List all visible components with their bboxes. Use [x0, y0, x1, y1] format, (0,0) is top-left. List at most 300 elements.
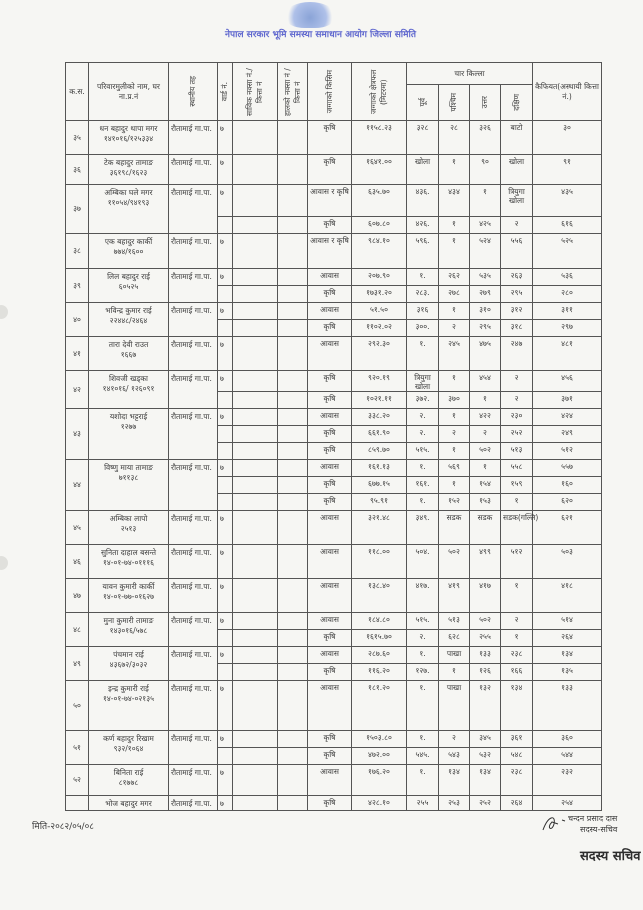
sabik-map-kitta — [233, 303, 278, 320]
current-map-kitta — [278, 796, 308, 811]
serial-number: ४७ — [66, 579, 89, 613]
land-use: कृषि — [308, 443, 352, 460]
boundary-west: ५१३ — [439, 613, 470, 630]
boundary-north: १३३ — [470, 647, 501, 664]
land-use: कृषि — [308, 121, 352, 155]
family-head — [89, 121, 169, 155]
boundary-east: १. — [407, 337, 439, 371]
land-use: कृषि — [308, 664, 352, 681]
boundary-west: ५४३ — [439, 748, 470, 765]
ward-number: ७ — [218, 409, 233, 426]
current-map-kitta — [278, 579, 308, 613]
ward-number: ७ — [218, 155, 233, 185]
boundary-east: २. — [407, 630, 439, 647]
local-body: रौतामाई गा.पा. — [169, 371, 218, 409]
remark-kitta: १६० — [533, 477, 602, 494]
boundary-east: १६१. — [407, 477, 439, 494]
family-head — [89, 337, 169, 371]
family-head — [89, 269, 169, 303]
serial-number: ५१ — [66, 731, 89, 765]
boundary-north: ९० — [470, 155, 501, 185]
ward-number: ७ — [218, 269, 233, 286]
sabik-map-kitta — [233, 269, 278, 286]
household-id: ११०५४/९४१९३ — [107, 198, 150, 207]
ward-number: ७ — [218, 681, 233, 731]
land-use: कृषि — [308, 320, 352, 337]
sabik-map-kitta — [233, 409, 278, 426]
household-id: ४३६७२/३०३२ — [109, 660, 148, 669]
remark-kitta: ५२५ — [533, 234, 602, 269]
family-head — [89, 409, 169, 460]
boundary-east: ५०४. — [407, 545, 439, 579]
header-sn: क.स. — [66, 63, 89, 121]
remark-kitta: १३५ — [533, 664, 602, 681]
land-use: कृषि — [308, 731, 352, 748]
boundary-north: १ — [470, 185, 501, 217]
document-date: मिति-२०८२/०५/०८ — [32, 822, 94, 832]
boundary-north: १५३ — [470, 494, 501, 511]
sabik-map-kitta — [233, 443, 278, 460]
sabik-map-kitta — [233, 664, 278, 681]
land-area: ५१.५० — [352, 303, 407, 320]
land-area: ३३८.२० — [352, 409, 407, 426]
remark-kitta: ४१८ — [533, 579, 602, 613]
boundary-east: १. — [407, 681, 439, 731]
sabik-map-kitta — [233, 185, 278, 217]
table-row — [66, 579, 602, 613]
land-use: कृषि — [308, 494, 352, 511]
boundary-south: १६६ — [501, 664, 533, 681]
boundary-west: पाखा — [439, 681, 470, 731]
remark-kitta: ६२० — [533, 494, 602, 511]
remark-kitta: २८० — [533, 286, 602, 303]
boundary-west: २५३ — [439, 796, 470, 811]
current-map-kitta — [278, 545, 308, 579]
boundary-south: ५५८ — [501, 460, 533, 477]
boundary-west: २४५ — [439, 337, 470, 371]
boundary-east: ४२६. — [407, 217, 439, 234]
land-use: आवास — [308, 765, 352, 796]
sabik-map-kitta — [233, 371, 278, 392]
current-map-kitta — [278, 286, 308, 303]
table-row — [66, 796, 602, 811]
serial-number: ५२ — [66, 765, 89, 796]
ward-number: ७ — [218, 613, 233, 630]
family-head — [89, 303, 169, 337]
family-head-name: बिनिता राई — [113, 768, 144, 777]
current-map-kitta — [278, 155, 308, 185]
serial-number: ४४ — [66, 460, 89, 511]
current-map-kitta — [278, 681, 308, 731]
land-use: कृषि — [308, 477, 352, 494]
ward-number: ७ — [218, 371, 233, 392]
current-map-kitta — [278, 392, 308, 409]
sabik-map-kitta — [233, 234, 278, 269]
current-map-kitta — [278, 748, 308, 765]
ward-number: ७ — [218, 337, 233, 371]
household-id: ८१७७८ — [118, 778, 139, 787]
local-body: रौतामाई गा.पा. — [169, 337, 218, 371]
land-use: आवास — [308, 681, 352, 731]
boundary-west: १ — [439, 234, 470, 269]
current-map-kitta — [278, 511, 308, 545]
boundary-west: १ — [439, 303, 470, 320]
serial-number: ३७ — [66, 185, 89, 234]
boundary-west: ४३४ — [439, 185, 470, 217]
header-use: जग्गाको किसिम — [308, 63, 352, 121]
ward-number-empty — [218, 477, 233, 494]
boundary-north: ५२४ — [470, 234, 501, 269]
current-map-kitta — [278, 460, 308, 477]
serial-number: ३९ — [66, 269, 89, 303]
remark-kitta: ५०३ — [533, 545, 602, 579]
remark-kitta: २३२ — [533, 765, 602, 796]
boundary-south: ५१३ — [501, 443, 533, 460]
ward-number: ७ — [218, 185, 233, 217]
boundary-north: २५५ — [470, 630, 501, 647]
remark-kitta: ४५६ — [533, 371, 602, 392]
ward-number-empty — [218, 217, 233, 234]
boundary-north: ३४५ — [470, 731, 501, 748]
land-use: आवास — [308, 269, 352, 286]
ward-number-empty — [218, 664, 233, 681]
boundary-west: ५६९ — [439, 460, 470, 477]
land-use: आवास — [308, 303, 352, 320]
land-use: कृषि — [308, 392, 352, 409]
boundary-south: ५४८ — [501, 748, 533, 765]
current-map-kitta — [278, 371, 308, 392]
boundary-south: २३८ — [501, 765, 533, 796]
table-row — [66, 155, 602, 185]
boundary-north: १५४ — [470, 477, 501, 494]
remark-kitta: ४३५ — [533, 185, 602, 217]
current-map-kitta — [278, 426, 308, 443]
boundary-south: सडक(गल्लि) — [501, 511, 533, 545]
local-body: रौतामाई गा.पा. — [169, 155, 218, 185]
household-id: २२४४८/२४६४ — [109, 316, 148, 325]
ward-number-empty — [218, 426, 233, 443]
remark-kitta: ९१ — [533, 155, 602, 185]
header-halko: हालको नक्सा नं /कित्ता नं — [278, 63, 308, 121]
family-head — [89, 613, 169, 647]
table-row — [66, 511, 602, 545]
table-row — [66, 121, 602, 155]
family-head — [89, 765, 169, 796]
boundary-east: १२७. — [407, 664, 439, 681]
current-map-kitta — [278, 647, 308, 664]
family-head — [89, 185, 169, 234]
boundary-north: सडक — [470, 511, 501, 545]
family-head — [89, 234, 169, 269]
boundary-west: ६२८ — [439, 630, 470, 647]
sabik-map-kitta — [233, 320, 278, 337]
boundary-north: ४२२ — [470, 409, 501, 426]
serial-number: ४८ — [66, 613, 89, 647]
family-head-name: एक बहादुर कार्की — [104, 237, 153, 246]
header-sabik: साविक नक्सा नं./कित्ता नं — [233, 63, 278, 121]
land-area: १३८.४० — [352, 579, 407, 613]
boundary-north: २७९ — [470, 286, 501, 303]
land-area: ८५९.७० — [352, 443, 407, 460]
sabik-map-kitta — [233, 494, 278, 511]
header-south: दक्षिण — [501, 85, 533, 121]
header-name: परिवारमुलीको नाम, घर ना.प्र.नं — [89, 63, 169, 121]
family-head — [89, 579, 169, 613]
land-record-table — [65, 62, 602, 811]
boundary-west: १ — [439, 371, 470, 392]
ward-number: ७ — [218, 303, 233, 320]
land-area: ४७२.०० — [352, 748, 407, 765]
local-body: रौतामाई गा.पा. — [169, 185, 218, 234]
land-area: २८७.६० — [352, 647, 407, 664]
sabik-map-kitta — [233, 579, 278, 613]
boundary-east: ५९६. — [407, 234, 439, 269]
family-head — [89, 371, 169, 409]
ward-number: ७ — [218, 796, 233, 811]
current-map-kitta — [278, 443, 308, 460]
land-area: ११८.०० — [352, 545, 407, 579]
boundary-south: ३१२ — [501, 303, 533, 320]
boundary-west: सडक — [439, 511, 470, 545]
boundary-east: २८३. — [407, 286, 439, 303]
land-area: १७६.२० — [352, 765, 407, 796]
boundary-west: १ — [439, 477, 470, 494]
family-head — [89, 460, 169, 511]
family-head-name: तारा देवी राउत — [108, 340, 149, 349]
boundary-west: १ — [439, 443, 470, 460]
boundary-west: पाखा — [439, 647, 470, 664]
serial-number: ३५ — [66, 121, 89, 155]
boundary-east: २५५ — [407, 796, 439, 811]
ward-number: ७ — [218, 511, 233, 545]
boundary-west: ३७० — [439, 392, 470, 409]
household-id: १४-०१-७४-०१११६ — [102, 558, 155, 567]
boundary-north: ३२६ — [470, 121, 501, 155]
family-head-name: धन बहादुर थापा मगर — [99, 124, 158, 133]
land-area: ६६१.९० — [352, 426, 407, 443]
boundary-north: ५०२ — [470, 443, 501, 460]
land-area: १७३१.२० — [352, 286, 407, 303]
boundary-south: २ — [501, 613, 533, 630]
remark-kitta: ३११ — [533, 303, 602, 320]
land-area: ४२८.१० — [352, 796, 407, 811]
boundary-west: १३४ — [439, 765, 470, 796]
boundary-west: २ — [439, 426, 470, 443]
family-head — [89, 681, 169, 731]
boundary-east: १. — [407, 460, 439, 477]
family-head-name: कर्ण बहादुर रिखाम — [103, 734, 154, 743]
boundary-west: १ — [439, 155, 470, 185]
ward-number: ७ — [218, 545, 233, 579]
current-map-kitta — [278, 121, 308, 155]
remark-kitta: २४९ — [533, 426, 602, 443]
boundary-south: २३० — [501, 409, 533, 426]
boundary-west: ४१९ — [439, 579, 470, 613]
local-body: रौतामाई गा.पा. — [169, 511, 218, 545]
current-map-kitta — [278, 409, 308, 426]
family-head — [89, 731, 169, 765]
boundary-south: १ — [501, 630, 533, 647]
current-map-kitta — [278, 217, 308, 234]
local-body: रौतामाई गा.पा. — [169, 234, 218, 269]
local-body: रौतामाई गा.पा. — [169, 303, 218, 337]
current-map-kitta — [278, 269, 308, 286]
ward-number-empty — [218, 320, 233, 337]
boundary-north: ४९९ — [470, 545, 501, 579]
serial-number: ४६ — [66, 545, 89, 579]
land-use: कृषि — [308, 217, 352, 234]
boundary-south: २९५ — [501, 286, 533, 303]
land-use: कृषि — [308, 796, 352, 811]
remark-kitta: १३४ — [533, 647, 602, 664]
household-id: १४१०१६/१२५३३४ — [103, 134, 154, 143]
ward-number-empty — [218, 286, 233, 303]
family-head-name: यावन कुमारी कार्की — [102, 582, 155, 591]
sabik-map-kitta — [233, 765, 278, 796]
family-head-name: भविन्द्र कुमार राई — [105, 306, 152, 315]
boundary-south: २४७ — [501, 337, 533, 371]
ward-number-empty — [218, 392, 233, 409]
boundary-north: ४७५ — [470, 337, 501, 371]
boundary-north: १३२ — [470, 681, 501, 731]
table-row — [66, 269, 602, 286]
boundary-north: १३४ — [470, 765, 501, 796]
sabik-map-kitta — [233, 647, 278, 664]
current-map-kitta — [278, 765, 308, 796]
family-head-name: सुनिता दाहाल बसन्ते — [100, 548, 157, 557]
remark-kitta: २९७ — [533, 320, 602, 337]
ward-number: ७ — [218, 731, 233, 748]
header-char-killa: चार किल्ला — [407, 63, 533, 85]
remark-kitta: ३६० — [533, 731, 602, 748]
land-area: १६१.१३ — [352, 460, 407, 477]
local-body: रौतामाई गा.पा. — [169, 121, 218, 155]
current-map-kitta — [278, 494, 308, 511]
household-id: ९३२/१०६४ — [113, 744, 144, 753]
table-row — [66, 613, 602, 630]
boundary-east: ३००. — [407, 320, 439, 337]
local-body: रौतामाई गा.पा. — [169, 269, 218, 303]
remark-kitta: २५४ — [533, 796, 602, 811]
land-area: ६०७.८० — [352, 217, 407, 234]
land-area: ९८४.१० — [352, 234, 407, 269]
land-area: १६१५.७० — [352, 630, 407, 647]
nepal-emblem-icon — [285, 2, 335, 28]
boundary-west: २७८ — [439, 286, 470, 303]
boundary-south: २ — [501, 217, 533, 234]
table-row — [66, 765, 602, 796]
land-use: आवास र कृषि — [308, 234, 352, 269]
remark-kitta: ५३६ — [533, 269, 602, 286]
land-area: १६४१.०० — [352, 155, 407, 185]
table-row — [66, 409, 602, 426]
boundary-east: ३२८ — [407, 121, 439, 155]
land-area: ९२०.१९ — [352, 371, 407, 392]
table-row — [66, 303, 602, 320]
sabik-map-kitta — [233, 155, 278, 185]
boundary-south: १ — [501, 494, 533, 511]
boundary-south: ३६१ — [501, 731, 533, 748]
boundary-west: १ — [439, 664, 470, 681]
land-use: आवास — [308, 613, 352, 630]
family-head-name: पंचमान राई — [113, 650, 144, 659]
land-use: आवास — [308, 545, 352, 579]
boundary-east: २. — [407, 409, 439, 426]
land-use: आवास — [308, 511, 352, 545]
boundary-west: ५०२ — [439, 545, 470, 579]
serial-number: ४५ — [66, 511, 89, 545]
family-head — [89, 647, 169, 681]
boundary-west: २६२ — [439, 269, 470, 286]
boundary-south: २६४ — [501, 796, 533, 811]
table-row — [66, 234, 602, 269]
serial-number: ४० — [66, 303, 89, 337]
land-area: ३२१.४८ — [352, 511, 407, 545]
sabik-map-kitta — [233, 392, 278, 409]
land-use: आवास र कृषि — [308, 185, 352, 217]
land-use: कृषि — [308, 748, 352, 765]
remark-kitta: ५१२ — [533, 443, 602, 460]
boundary-south: २६३ — [501, 269, 533, 286]
boundary-south: खोला — [501, 155, 533, 185]
land-area: २९२.३० — [352, 337, 407, 371]
family-head-name: लिल बहादुर राई — [107, 272, 150, 281]
header-area: जग्गाको क्षेत्रफल (मिटरमा) — [352, 63, 407, 121]
land-use: कृषि — [308, 371, 352, 392]
table-row — [66, 460, 602, 477]
remark-kitta: २६४ — [533, 630, 602, 647]
boundary-south: ५१२ — [501, 545, 533, 579]
header-ward: वार्ड नं. — [218, 63, 233, 121]
ward-number: ७ — [218, 647, 233, 664]
sabik-map-kitta — [233, 630, 278, 647]
boundary-east: २. — [407, 426, 439, 443]
boundary-south: २ — [501, 392, 533, 409]
sabik-map-kitta — [233, 511, 278, 545]
boundary-east: ५१५. — [407, 443, 439, 460]
sabik-map-kitta — [233, 748, 278, 765]
sabik-map-kitta — [233, 286, 278, 303]
table-row — [66, 185, 602, 217]
signer-title: सदस्य-सचिव — [580, 825, 618, 834]
sabik-map-kitta — [233, 217, 278, 234]
sabik-map-kitta — [233, 121, 278, 155]
ward-number: ७ — [218, 460, 233, 477]
land-area: १८१.२० — [352, 681, 407, 731]
remark-kitta: ६२१ — [533, 511, 602, 545]
serial-number: ५० — [66, 681, 89, 731]
boundary-east: १. — [407, 765, 439, 796]
ward-number-empty — [218, 443, 233, 460]
boundary-north: ४५४ — [470, 371, 501, 392]
boundary-west: १ — [439, 217, 470, 234]
land-use: कृषि — [308, 630, 352, 647]
table-row — [66, 681, 602, 731]
household-id: १४३०१६/५७८ — [109, 626, 148, 635]
household-id: १६६७ — [120, 350, 137, 359]
boundary-south: त्रियुगा खोला — [501, 185, 533, 217]
remark-kitta: ५४४ — [533, 748, 602, 765]
serial-number: ४९ — [66, 647, 89, 681]
remark-kitta: ३७१ — [533, 392, 602, 409]
family-head — [89, 796, 169, 811]
family-head-name: भोज बहादुर मगर — [105, 799, 152, 808]
remark-kitta: ६१६ — [533, 217, 602, 234]
header-east: पूर्व — [407, 85, 439, 121]
land-use: कृषि — [308, 155, 352, 185]
current-map-kitta — [278, 303, 308, 320]
sabik-map-kitta — [233, 731, 278, 748]
